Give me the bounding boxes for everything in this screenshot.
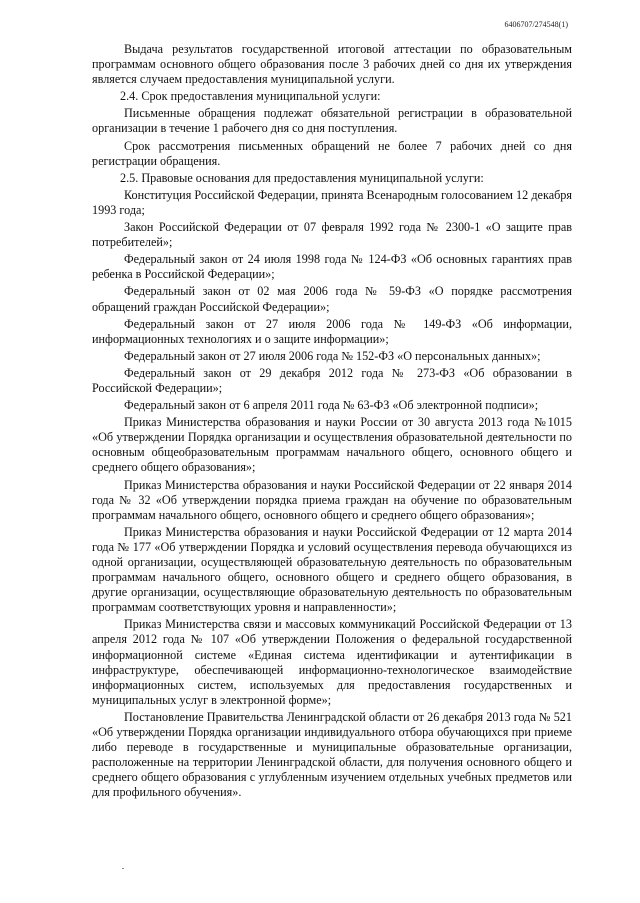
legal-basis-item: Федеральный закон от 27 июля 2006 года № 152-ФЗ «О персональных данных»; <box>124 348 541 363</box>
legal-basis-item: Федеральный закон от 24 июля 1998 года № 124-ФЗ «Об основных гарантиях прав ребенка в Российской Федерации»; <box>92 252 572 282</box>
legal-basis-item: Постановление Правительства Ленинградской области от 26 декабря 2013 года № 521 «Об утверждении Порядка организации индивидуального отбора обучающихся при приеме либо переводе в государственные и муниципальные образовательные организации, расположенные на территории Ленинградской области, для получения основного общего и среднего общего образования с углубленным изучением отдельных учебных предметов или для профильного обучения». <box>92 709 572 800</box>
section-heading-2-5: 2.5. Правовые основания для предоставления муниципальной услуги: <box>120 170 484 185</box>
document-body <box>92 42 572 803</box>
paragraph-results-issuance: Выдача результатов государственной итоговой аттестации по образовательным программам основного общего образования после 3 рабочих дней со дня их утверждения является случаем предоставления муниципальной услуги. <box>92 42 572 87</box>
paragraph-review-term: Срок рассмотрения письменных обращений не более 7 рабочих дней со дня регистрации обращения. <box>92 138 572 168</box>
legal-basis-item: Приказ Министерства образования и науки России от 30 августа 2013 года №1015 «Об утверждении Порядка организации и осуществления образовательной деятельности по основным общеобразовательным программам начального общего, основного общего и среднего общего образования»; <box>92 415 572 475</box>
legal-basis-item: Приказ Министерства образования и науки Российской Федерации от 12 марта 2014 года № 177 «Об утверждении Порядка и условий осуществления перевода обучающихся из одной организации, осуществляющей образовательную деятельность по образовательным программам начального общего, основного общего и среднего общего образования, в другие организации, осуществляющие образовательную деятельность по образовательным программам соответствующих уровня и направленности»; <box>92 524 572 615</box>
scan-speck <box>122 868 124 869</box>
legal-basis-item: Федеральный закон от 02 мая 2006 года № 59-ФЗ «О порядке рассмотрения обращений граждан Российской Федерации»; <box>92 284 572 314</box>
legal-basis-item: Конституция Российской Федерации, принята Всенародным голосованием 12 декабря 1993 года; <box>92 187 572 217</box>
section-heading-2-4: 2.4. Срок предоставления муниципальной услуги: <box>120 89 381 104</box>
legal-basis-item: Приказ Министерства образования и науки Российской Федерации от 22 января 2014 года № 32 «Об утверждении порядка приема граждан на обучение по образовательным программам начального общего, основного общего и среднего общего образования»; <box>92 477 572 522</box>
document-id: 6406707/274548(1) <box>504 20 568 29</box>
legal-basis-item: Закон Российской Федерации от 07 февраля 1992 года № 2300-1 «О защите прав потребителей»; <box>92 220 572 250</box>
legal-basis-item: Федеральный закон от 6 апреля 2011 года № 63-ФЗ «Об электронной подписи»; <box>124 398 539 413</box>
legal-basis-item: Федеральный закон от 27 июля 2006 года № 149-ФЗ «Об информации, информационных технологиях и о защите информации»; <box>92 316 572 346</box>
paragraph-registration: Письменные обращения подлежат обязательной регистрации в образовательной организации в течение 1 рабочего дня со дня поступления. <box>92 106 572 136</box>
legal-basis-item: Приказ Министерства связи и массовых коммуникаций Российской Федерации от 13 апреля 2012 года № 107 «Об утверждении Положения о федеральной государственной информационной системе «Единая система идентификации и аутентификации в инфраструктуре, обеспечивающей информационно-технологическое взаимодействие информационных систем, используемых для предоставления государственных и муниципальных услуг в электронной форме»; <box>92 617 572 707</box>
legal-basis-item: Федеральный закон от 29 декабря 2012 года № 273-ФЗ «Об образовании в Российской Федерации»; <box>92 365 572 395</box>
